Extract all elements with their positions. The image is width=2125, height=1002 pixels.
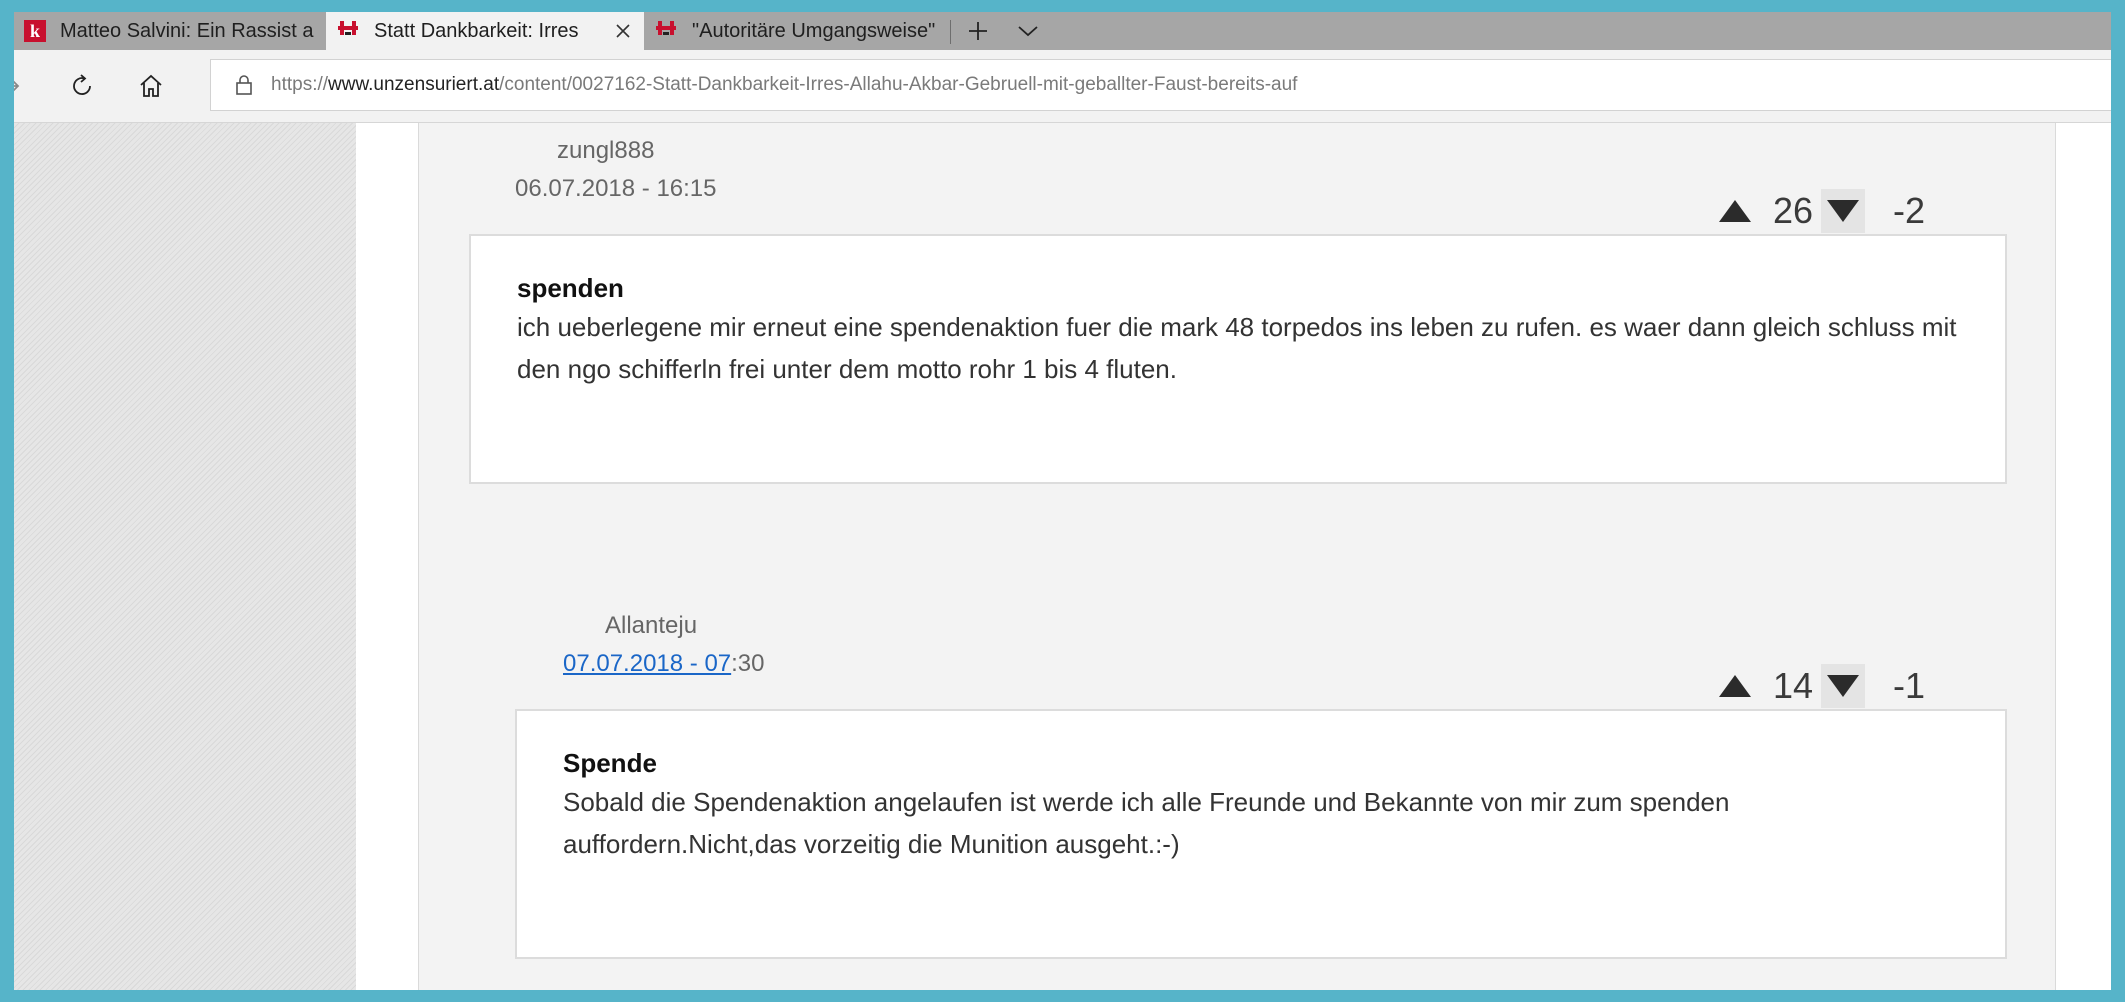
url-domain: www.unzensuriert.at (328, 74, 500, 95)
comment-title: Spende (563, 748, 657, 778)
upvote-count: 14 (1773, 665, 1814, 706)
comment-text: ich ueberlegene mir erneut eine spendenaktion fuer die mark 48 torpedos ins leben zu rufen. es waer dann gleich schluss mit den ngo schifferln frei unter dem motto rohr 1 bis 4 fluten. (517, 312, 1957, 384)
comment-box (515, 709, 2007, 959)
downvote-button[interactable] (1821, 664, 1865, 708)
site-logo-icon (654, 19, 678, 43)
triangle-up-icon (1718, 199, 1752, 223)
browser-toolbar (14, 50, 2111, 123)
new-tab-button[interactable] (956, 12, 1000, 50)
arrow-right-icon (14, 74, 22, 98)
downvote-count: -1 (1893, 665, 1926, 706)
triangle-up-icon (1718, 674, 1752, 698)
url-text (271, 74, 1297, 96)
tab-title: Matteo Salvini: Ein Rassist a (60, 19, 314, 42)
chevron-down-icon (1017, 24, 1039, 38)
tab-matteo-salvini[interactable] (14, 12, 326, 50)
comment-votes (1713, 664, 1925, 708)
upvote-button[interactable] (1713, 189, 1757, 233)
plus-icon (967, 20, 989, 42)
site-logo-icon (336, 19, 360, 43)
close-tab-icon[interactable] (608, 12, 638, 50)
home-icon (138, 73, 164, 99)
background-pattern (14, 123, 356, 990)
page-content (14, 123, 2111, 990)
comment-box (469, 234, 2007, 484)
refresh-icon (69, 73, 95, 99)
upvote-button[interactable] (1713, 664, 1757, 708)
url-prefix: https:// (271, 74, 329, 95)
comment-section (418, 123, 2056, 990)
comment-date-rest: :30 (731, 650, 765, 677)
tab-separator (950, 20, 951, 44)
url-path: /content/0027162-Statt-Dankbarkeit-Irres-Allahu-Akbar-Gebruell-mit-geballter-Faust-bereits-auf (499, 74, 1298, 95)
triangle-down-icon (1826, 199, 1860, 223)
main-column (356, 123, 2111, 990)
tab-statt-dankbarkeit[interactable] (326, 12, 644, 50)
comment-votes (1713, 189, 1925, 233)
comment-date: 06.07.2018 - 16:15 (515, 175, 717, 202)
comment-text: Sobald die Spendenaktion angelaufen ist werde ich alle Freunde und Bekannte von mir zum spenden auffordern.Nicht,das vorzeitig die Munition ausgeht.:-) (563, 787, 1730, 859)
tab-title: Statt Dankbarkeit: Irres (374, 19, 579, 42)
tab-title: "Autoritäre Umgangsweise" (692, 19, 936, 42)
downvote-button[interactable] (1821, 189, 1865, 233)
triangle-down-icon (1826, 674, 1860, 698)
upvote-count: 26 (1773, 190, 1814, 231)
tab-list-button[interactable] (1006, 12, 1050, 50)
comment-author: Allanteju (605, 612, 698, 639)
tab-bar (14, 12, 2111, 50)
refresh-button[interactable] (58, 62, 106, 110)
forward-button[interactable] (14, 62, 34, 110)
comment-title: spenden (517, 273, 624, 303)
home-button[interactable] (127, 62, 175, 110)
downvote-count: -2 (1893, 190, 1926, 231)
comment-date-link[interactable]: 07.07.2018 - 07 (563, 650, 732, 677)
comment-date (563, 650, 765, 678)
browser-window (14, 12, 2111, 990)
address-bar[interactable] (210, 59, 2111, 111)
comment-author: zungl888 (557, 137, 655, 164)
tab-autoritaere-umgangsweise[interactable] (644, 12, 962, 50)
lock-icon (235, 74, 253, 96)
k-logo-icon: k (24, 20, 46, 42)
